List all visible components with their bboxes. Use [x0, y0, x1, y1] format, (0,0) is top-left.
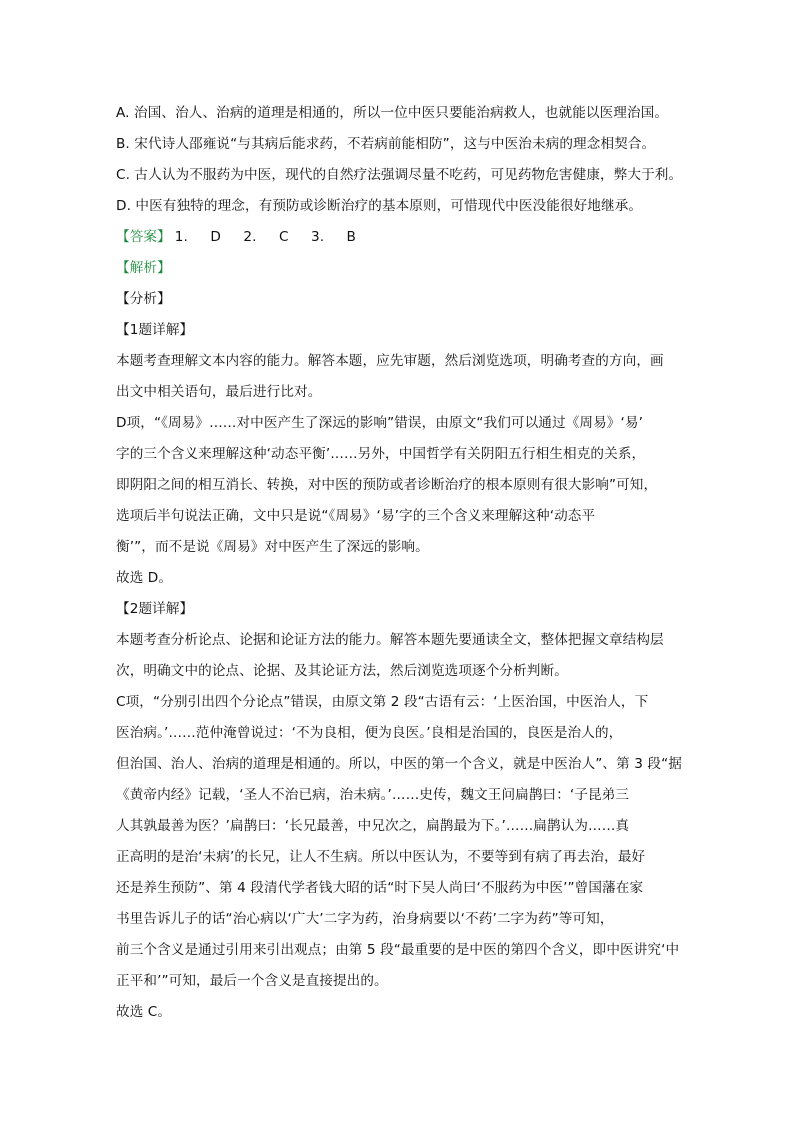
q2-conclusion: 故选 C。 [116, 1004, 172, 1020]
q2-tag: 【2题详解】 [116, 601, 194, 617]
q1-line: 选项后半句说法正确，文中只是说“《周易》‘易’字的三个含义来理解这种‘动态平 [116, 508, 596, 524]
q1-tag: 【1题详解】 [116, 322, 194, 338]
q1-line: 即阴阳之间的相互消长、转换，对中医的预防或者诊断治疗的根本原则有很大影响”可知， [116, 477, 658, 493]
q1-line: 出文中相关语句，最后进行比对。 [116, 384, 322, 400]
answer-line [116, 227, 356, 247]
q2-line: 次，明确文中的论点、论据、及其论证方法，然后浏览选项逐个分析判断。 [116, 663, 568, 679]
q2-line: 正平和’”可知，最后一个含义是直接提出的。 [116, 973, 388, 989]
answer-value: 1. D 2. C 3. B [174, 229, 356, 245]
q2-line: 本题考查分析论点、论据和论证方法的能力。解答本题先要通读全文，整体把握文章结构层 [116, 632, 664, 648]
q2-line: C项，“分别引出四个分论点”错误，由原文第 2 段“古语有云：‘上医治国，中医治人，下 [116, 694, 649, 710]
answer-tag: 【答案】 [116, 229, 171, 245]
q2-line: 还是养生预防”、第 4 段清代学者钱大昭的话“时下吴人尚曰‘不服药为中医’”曾国藩在家 [116, 880, 644, 896]
q2-line: 但治国、治人、治病的道理是相通的。所以，中医的第一个含义，就是中医治人”、第 3 段“据 [116, 756, 682, 772]
q1-line: D项，“《周易》……对中医产生了深远的影响”错误，由原文“我们可以通过《周易》‘易’ [116, 415, 644, 431]
q2-line: 人其孰最善为医？’扁鹊曰：‘长兄最善，中兄次之，扁鹊最为下。’……扁鹊认为……真 [116, 818, 630, 834]
q2-line: 前三个含义是通过引用来引出观点；由第 5 段“最重要的是中医的第四个含义，即中医讲究‘中 [116, 942, 680, 958]
q2-line: 《黄帝内经》记载，‘圣人不治已病，治未病。’……史传，魏文王问扁鹊曰：‘子昆弟三 [116, 787, 630, 803]
analysis-tag: 【解析】 [116, 260, 171, 276]
q1-conclusion: 故选 D。 [116, 570, 173, 586]
q1-line: 本题考查理解文本内容的能力。解答本题，应先审题，然后浏览选项，明确考查的方向，画 [116, 353, 664, 369]
fenxi-tag: 【分析】 [116, 291, 171, 307]
q2-line: 正高明的是治‘未病’的长兄，让人不生病。所以中医认为，不要等到有病了再去治，最好 [116, 849, 646, 865]
q1-line: 字的三个含义来理解这种‘动态平衡’……另外，中国哲学有关阴阳五行相生相克的关系， [116, 446, 646, 462]
q2-line: 书里告诉儿子的话“治心病以‘广大’二字为药，治身病要以‘不药’二字为药”等可知， [116, 911, 614, 927]
option-b: B. 宋代诗人邵雍说“与其病后能求药，不若病前能相防”，这与中医治未病的理念相契合。 [116, 136, 656, 152]
option-c: C. 古人认为不服药为中医，现代的自然疗法强调尽量不吃药，可见药物危害健康，弊大于利。 [116, 167, 683, 183]
q2-line: 医治病。’……范仲淹曾说过：‘不为良相，便为良医。’良相是治国的，良医是治人的， [116, 725, 623, 741]
q1-line: 衡’”，而不是说《周易》对中医产生了深远的影响。 [116, 539, 429, 555]
option-d: D. 中医有独特的理念，有预防或诊断治疗的基本原则，可惜现代中医没能很好地继承。 [116, 198, 643, 214]
option-a: A. 治国、治人、治病的道理是相通的，所以一位中医只要能治病救人，也就能以医理治国。 [116, 105, 669, 121]
